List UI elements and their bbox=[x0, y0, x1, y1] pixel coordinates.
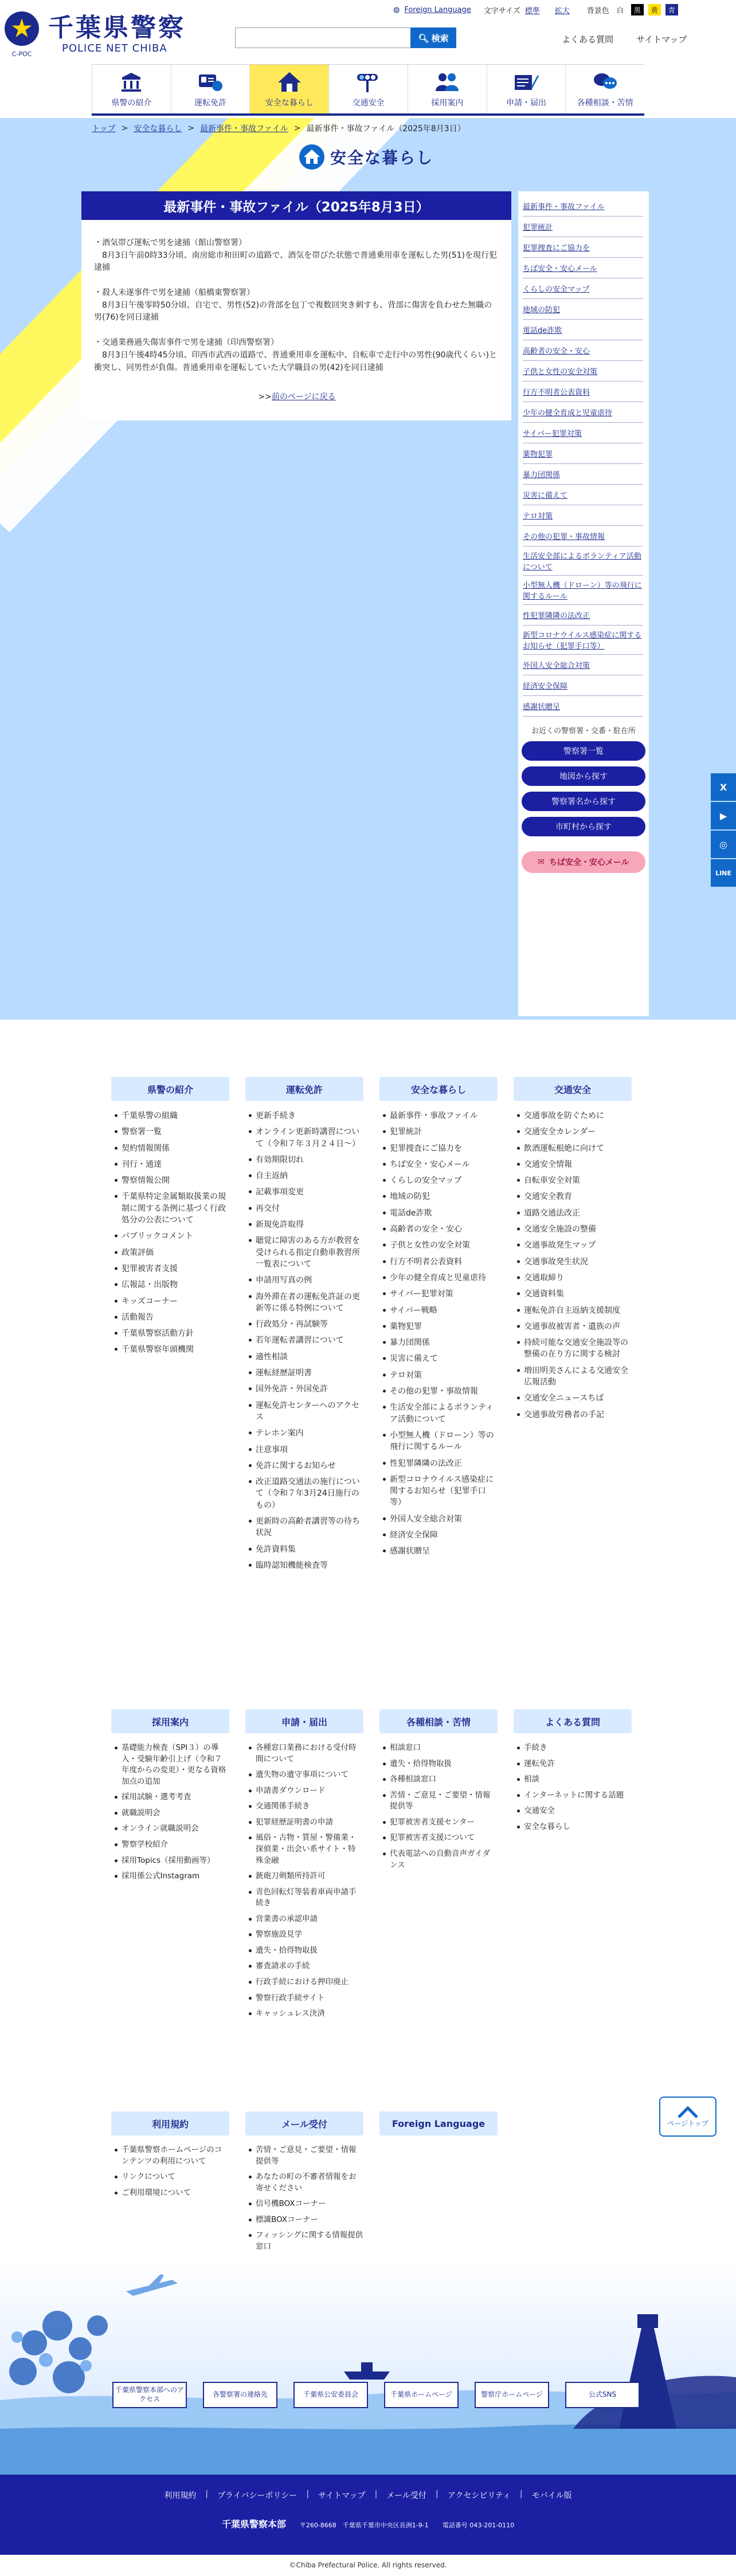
sitemap-list bbox=[111, 1110, 229, 1356]
gnav-label: 採用案内 bbox=[431, 98, 464, 108]
sidebar-item[interactable]: 性犯罪隣隣の法改正 bbox=[523, 605, 643, 626]
sitemap-link[interactable]: 交通事故被害者・遺族の声 bbox=[524, 1321, 632, 1332]
sitemap-link[interactable]: サイバー犯罪対策 bbox=[390, 1288, 498, 1300]
news-item-body: 8月3日午前0時33分頃、南房総市和田町の道路で、酒気を帯びた状態で普通乗用車を運転した男(51)を現行犯逮捕 bbox=[94, 250, 497, 273]
sidebar-item[interactable]: 暴力団関係 bbox=[523, 464, 643, 485]
sitemap-link[interactable]: 感謝状贈呈 bbox=[390, 1545, 498, 1557]
copyright: ©Chiba Prefectural Police. All rights reserved. bbox=[0, 2555, 736, 2576]
sitemap-link[interactable]: 生活安全部によるボランティア活動について bbox=[390, 1402, 498, 1425]
sitemap-link[interactable]: 交通事故労務者の手記 bbox=[524, 1409, 632, 1421]
page-top-button[interactable] bbox=[659, 2097, 717, 2137]
sitemap-link[interactable]: 苦情・ご意見・ご要望・情報提供等 bbox=[390, 1790, 498, 1812]
sitemap-link[interactable]: 運転免許自主返納支援制度 bbox=[524, 1305, 632, 1316]
header-links bbox=[562, 33, 687, 45]
footer-banners bbox=[112, 2382, 640, 2408]
police-building-icon bbox=[119, 70, 144, 93]
sitemap-link[interactable]: 暴力団関係 bbox=[390, 1337, 498, 1348]
sidebar-item[interactable]: 少年の健全育成と児童虐待 bbox=[523, 402, 643, 423]
sidebar-item[interactable]: 新型コロナウイルス感染症に関するお知らせ（犯罪手口等） bbox=[523, 626, 643, 655]
sitemap-link[interactable]: 記載事項変更 bbox=[256, 1186, 363, 1198]
sitemap-column bbox=[111, 2111, 229, 2203]
sidebar-item[interactable]: 経済安全保障 bbox=[523, 675, 643, 696]
font-standard-button[interactable]: 標準 bbox=[524, 6, 540, 15]
sitemap-link[interactable]: 警察行政手続サイト bbox=[256, 1993, 363, 2004]
article-heading: 最新事件・事故ファイル（2025年8月3日） bbox=[81, 191, 511, 220]
sitemap-link[interactable]: オンライン更新時講習について（令和７年３月２４日〜） bbox=[256, 1126, 363, 1150]
sitemap-link[interactable]: 行方不明者公表資料 bbox=[390, 1256, 498, 1268]
sitemap-link[interactable]: 聴覚に障害のある方が教習を受けられる指定自動車教習所一覧表について bbox=[256, 1235, 363, 1270]
license-card-icon bbox=[198, 70, 223, 93]
footer-link[interactable]: アクセシビリティ bbox=[447, 2491, 511, 2500]
search-button-label: 検索 bbox=[431, 33, 449, 44]
youtube-icon[interactable]: ▶ bbox=[711, 802, 736, 829]
banner-npa[interactable]: 警察庁ホームページ bbox=[475, 2382, 549, 2408]
sitemap-link[interactable]: 外国人安全総合対策 bbox=[390, 1513, 498, 1525]
sitemap-link[interactable]: 千葉県警察年頭機関 bbox=[122, 1344, 229, 1355]
sitemap-heading[interactable]: Foreign Language bbox=[379, 2111, 498, 2135]
breadcrumb bbox=[92, 123, 465, 134]
people-icon bbox=[434, 70, 460, 93]
sidebar-item[interactable]: 行方不明者公表資料 bbox=[523, 382, 643, 402]
sitemap-link[interactable]: 千葉県特定金属類取扱業の規制に関する条例に基づく行政処分の公表について bbox=[122, 1191, 229, 1226]
sitemap-link[interactable]: 交通安全情報 bbox=[524, 1159, 632, 1170]
sitemap-link[interactable]: 広報誌・出版物 bbox=[122, 1279, 229, 1291]
sitemap-link[interactable]: 運転免許 bbox=[524, 1759, 632, 1770]
sitemap-link[interactable]: 新規免許取得 bbox=[256, 1219, 363, 1230]
gnav-label: 各種相談・苦情 bbox=[577, 98, 633, 108]
line-icon[interactable]: LINE bbox=[711, 859, 736, 887]
sitemap-link[interactable]: 自転車安全対策 bbox=[524, 1175, 632, 1186]
bg-yellow-button[interactable]: 黄 bbox=[648, 4, 661, 15]
sitemap-link[interactable]: 犯罪被害者支援 bbox=[122, 1263, 229, 1275]
sitemap-link[interactable]: 申請用写真の例 bbox=[256, 1275, 363, 1286]
breadcrumb-separator: > bbox=[121, 124, 128, 133]
sidebar-item[interactable]: テロ対策 bbox=[523, 505, 643, 526]
banner-chiba-pref[interactable]: 千葉県ホームページ bbox=[384, 2382, 459, 2408]
arrow-up-icon bbox=[676, 2106, 699, 2118]
sitemap-link[interactable]: オンライン就職説明会 bbox=[122, 1823, 229, 1835]
station-list-button[interactable]: 警察署一覧 bbox=[522, 741, 645, 761]
mail-icon: ✉ bbox=[538, 858, 545, 867]
sitemap-link[interactable]: 高齢者の安全・安心 bbox=[390, 1224, 498, 1235]
sidebar-item[interactable]: その他の犯罪・事故情報 bbox=[523, 526, 643, 546]
sitemap-link[interactable]: 自主返納 bbox=[256, 1170, 363, 1182]
sidebar-menu bbox=[518, 191, 649, 717]
sidebar bbox=[518, 191, 649, 1016]
sitemap-link[interactable]: サイバー戦略 bbox=[390, 1305, 498, 1316]
banner-official-sns[interactable]: 公式SNS bbox=[565, 2382, 640, 2408]
back-prefix: >> bbox=[258, 392, 272, 402]
sidebar-item[interactable]: 感謝状贈呈 bbox=[523, 696, 643, 717]
sitemap-link[interactable]: 適性相談 bbox=[256, 1351, 363, 1363]
sitemap-link[interactable]: フィッシングに関する情報提供窓口 bbox=[256, 2230, 363, 2252]
sitemap-link[interactable]: 交通資料集 bbox=[524, 1288, 632, 1300]
sitemap-link[interactable]: 運転免許センターへのアクセス bbox=[256, 1400, 363, 1423]
gnav-label: 安全な暮らし bbox=[265, 98, 314, 108]
faq-link[interactable]: よくある質問 bbox=[562, 34, 614, 45]
sitemap-link[interactable]: 新型コロナウイルス感染症に関するお知らせ（犯罪手口等） bbox=[390, 1474, 498, 1509]
footer-link[interactable]: サイトマップ bbox=[318, 2491, 366, 2500]
sitemap-link[interactable]: リンクについて bbox=[122, 2172, 229, 2183]
sidebar-item[interactable]: 電話de詐欺 bbox=[523, 320, 643, 340]
search-icon: 🔍︎ bbox=[418, 33, 429, 44]
page-title-text: 安全な暮らし bbox=[330, 148, 434, 167]
bg-color-label: 背景色 bbox=[586, 6, 609, 15]
sidebar-item[interactable]: 子供と女性の安全対策 bbox=[523, 361, 643, 382]
sitemap-link[interactable]: 災害に備えて bbox=[390, 1353, 498, 1364]
sitemap-column bbox=[111, 1709, 229, 1887]
banner-hq-access[interactable]: 千葉県警察本部へのアクセス bbox=[112, 2382, 187, 2408]
sitemap-link[interactable]: 代表電話への自動音声ガイダンス bbox=[390, 1849, 498, 1871]
sitemap-heading[interactable]: 利用規約 bbox=[111, 2111, 229, 2135]
safety-mail-button[interactable] bbox=[522, 851, 645, 873]
article bbox=[81, 191, 511, 420]
breadcrumb-current: 最新事件・事故ファイル（2025年8月3日） bbox=[306, 124, 465, 133]
instagram-icon[interactable]: ◎ bbox=[711, 831, 736, 858]
bg-white-button[interactable]: 白 bbox=[616, 6, 624, 14]
back-link-row bbox=[94, 391, 500, 404]
sitemap-link[interactable]: テロ対策 bbox=[390, 1370, 498, 1381]
sitemap-link[interactable]: 国外免許・外国免許 bbox=[256, 1383, 363, 1395]
site-footer bbox=[0, 2475, 736, 2555]
sitemap-link[interactable]: 遺失物の遺守事項について bbox=[256, 1769, 363, 1781]
sitemap-link[interactable]: 交通事故発生マップ bbox=[524, 1240, 632, 1251]
font-large-button[interactable]: 拡大 bbox=[554, 6, 570, 15]
breadcrumb-separator: > bbox=[187, 124, 195, 133]
footer-phone: 電話番号 043-201-0110 bbox=[442, 2522, 515, 2529]
sidebar-item[interactable]: 生活安全部によるボランティア活動について bbox=[523, 546, 643, 576]
sitemap-link[interactable]: 警察施設見学 bbox=[256, 1929, 363, 1941]
sitemap-link[interactable]: 行政手続における押印廃止 bbox=[256, 1977, 363, 1988]
sidebar-item[interactable]: 犯罪統計 bbox=[523, 217, 643, 237]
sitemap-link[interactable]: 銃砲刀剣類所持許可 bbox=[256, 1871, 363, 1882]
sitemap-link[interactable]: 安全な暮らし bbox=[524, 1822, 632, 1833]
news-item-title: ・交通業務過失傷害事件で男を逮捕（印西警察署） bbox=[94, 338, 279, 348]
sitemap-column bbox=[245, 1709, 363, 2024]
back-link[interactable]: 前のページに戻る bbox=[271, 392, 336, 402]
sitemap-link[interactable]: サイトマップ bbox=[636, 34, 687, 45]
footer-separator: | bbox=[519, 2490, 523, 2499]
breadcrumb-safety[interactable]: 安全な暮らし bbox=[134, 124, 182, 133]
sitemap-link[interactable]: 交通安全カレンダー bbox=[524, 1126, 632, 1138]
font-size-label: 文字サイズ bbox=[483, 6, 520, 15]
sitemap-link[interactable]: 青色回転灯等装着車両申請手続き bbox=[256, 1887, 363, 1909]
sitemap-list bbox=[514, 1110, 632, 1421]
safety-mail-label: ちば安全・安心メール bbox=[549, 858, 629, 867]
sidebar-item[interactable]: くらしの安全マップ bbox=[523, 278, 643, 299]
sitemap-link[interactable]: 採用Topics（採用動画等） bbox=[122, 1855, 229, 1867]
search-by-municipality-button[interactable]: 市町村から探す bbox=[522, 817, 645, 836]
sitemap-link[interactable]: 免許に関するお知らせ bbox=[256, 1460, 363, 1472]
sitemap-link[interactable]: 警察署一覧 bbox=[122, 1126, 229, 1138]
police-emblem-icon bbox=[5, 11, 39, 46]
sitemap-link[interactable]: 遺失・拾得物取扱 bbox=[256, 1945, 363, 1957]
sitemap-link[interactable]: 契約情報関係 bbox=[122, 1143, 229, 1154]
sitemap-link[interactable]: 若年運転者講習について bbox=[256, 1335, 363, 1346]
sitemap-link[interactable]: 就職説明会 bbox=[122, 1808, 229, 1819]
sitemap-link[interactable]: 交通取締り bbox=[524, 1272, 632, 1284]
search-button[interactable] bbox=[410, 27, 456, 48]
banner-station-contacts[interactable]: 各警察署の連絡先 bbox=[203, 2382, 277, 2408]
footer-address: 〒260-8668 千葉県千葉市中央区長洲1-9-1 bbox=[299, 2522, 429, 2529]
sitemap-link[interactable]: 交通事故発生状況 bbox=[524, 1256, 632, 1268]
footer-link[interactable]: メール受付 bbox=[386, 2491, 427, 2500]
sitemap-heading[interactable]: よくある質問 bbox=[514, 1709, 632, 1733]
sitemap-link[interactable]: その他の犯罪・事故情報 bbox=[390, 1386, 498, 1397]
news-item-body: 8月3日午後零時50分頃、自宅で、男性(52)の背部を包丁で複数回突き刺すも、背部に傷害を負わせた無職の男(76)を同日逮捕 bbox=[94, 300, 492, 323]
sitemap-link[interactable]: 電話de詐欺 bbox=[390, 1208, 498, 1219]
sitemap-list bbox=[245, 1110, 363, 1571]
sitemap bbox=[0, 1020, 736, 2291]
sitemap-link[interactable]: 更新時の高齢者講習等の待ち状況 bbox=[256, 1516, 363, 1539]
gnav-intro[interactable] bbox=[92, 65, 171, 113]
sitemap-link[interactable]: 注意事項 bbox=[256, 1444, 363, 1456]
sitemap-link[interactable]: 子供と女性の安全対策 bbox=[390, 1240, 498, 1251]
document-pen-icon bbox=[514, 70, 539, 93]
gnav-label: 申請・届出 bbox=[506, 98, 546, 108]
gnav-consult[interactable] bbox=[565, 65, 644, 113]
sitemap-link[interactable]: 各種窓口業務における受付時間について bbox=[256, 1743, 363, 1765]
gnav-license[interactable] bbox=[171, 65, 250, 113]
gnav-safety[interactable] bbox=[249, 65, 328, 113]
sitemap-link[interactable]: 警察学校紹介 bbox=[122, 1839, 229, 1851]
sitemap-link[interactable]: 交通事故を防ぐために bbox=[524, 1110, 632, 1122]
sitemap-link[interactable]: 採用試験・選考考査 bbox=[122, 1792, 229, 1803]
sitemap-column bbox=[379, 1077, 498, 1562]
sitemap-heading[interactable]: 交通安全 bbox=[514, 1077, 632, 1101]
sitemap-link[interactable]: テレホン案内 bbox=[256, 1427, 363, 1439]
sitemap-link[interactable]: 免許資料集 bbox=[256, 1544, 363, 1555]
sidebar-item[interactable]: 小型無人機（ドローン）等の飛行に関するルール bbox=[523, 576, 643, 605]
sitemap-list bbox=[379, 1110, 498, 1558]
sitemap-link[interactable]: パブリックコメント bbox=[122, 1230, 229, 1242]
sitemap-link[interactable]: 基礎能力検査（SPI３）の導入・受験年齢引上げ（令和７年度からの変更）・更なる資格加点の追加 bbox=[122, 1743, 229, 1787]
sitemap-column bbox=[245, 1077, 363, 1576]
site-search bbox=[235, 27, 456, 48]
sitemap-link[interactable]: 少年の健全育成と児童虐待 bbox=[390, 1272, 498, 1284]
site-title: 千葉県警察 bbox=[48, 13, 186, 42]
article-body bbox=[81, 220, 511, 404]
sidebar-item[interactable]: サイバー犯罪対策 bbox=[523, 423, 643, 443]
sitemap-link[interactable]: 更新手続き bbox=[256, 1110, 363, 1122]
sitemap-link[interactable]: 犯罪捜査にご協力を bbox=[390, 1143, 498, 1154]
bg-black-button[interactable]: 黒 bbox=[631, 4, 644, 15]
sitemap-link[interactable]: 相談 bbox=[524, 1774, 632, 1785]
sitemap-link[interactable]: くらしの安全マップ bbox=[390, 1175, 498, 1186]
sitemap-link[interactable]: 交通安全教育 bbox=[524, 1191, 632, 1202]
news-item-title: ・酒気帯び運転で男を逮捕（館山警察署） bbox=[94, 238, 246, 247]
sitemap-link[interactable]: ご利用環境について bbox=[122, 2188, 229, 2199]
sitemap-list bbox=[379, 1743, 498, 1871]
sitemap-link[interactable]: 採用係公式Instagram bbox=[122, 1871, 229, 1882]
bg-blue-button[interactable]: 青 bbox=[665, 4, 678, 15]
sitemap-link[interactable]: 千葉県警察ホームページのコンテンツの利用について bbox=[122, 2145, 229, 2167]
footer-org bbox=[0, 2517, 736, 2530]
sitemap-link[interactable]: インターネットに関する話題 bbox=[524, 1790, 632, 1802]
footer-link[interactable]: モバイル版 bbox=[531, 2491, 572, 2500]
global-nav bbox=[92, 64, 644, 116]
sitemap-link[interactable]: 交通安全ニュースちば bbox=[524, 1393, 632, 1404]
footer-separator: | bbox=[306, 2490, 310, 2499]
sitemap-link[interactable]: 風俗・古物・質屋・警備業・探偵業・出会い系サイト・特殊金融 bbox=[256, 1832, 363, 1866]
sitemap-link[interactable]: 増田明美さんによる交通安全広報活動 bbox=[524, 1365, 632, 1389]
sitemap-heading[interactable]: 運転免許 bbox=[245, 1077, 363, 1101]
sitemap-link[interactable]: 犯罪被害者支援について bbox=[390, 1832, 498, 1844]
sitemap-link[interactable]: 地域の防犯 bbox=[390, 1191, 498, 1202]
sidebar-item[interactable]: 外国人安全総合対策 bbox=[523, 655, 643, 675]
sitemap-link[interactable]: 信号機BOXコーナー bbox=[256, 2199, 363, 2210]
sitemap-link[interactable]: 各種相談窓口 bbox=[390, 1774, 498, 1785]
sitemap-link[interactable]: 交通安全 bbox=[524, 1806, 632, 1817]
sitemap-link[interactable]: 標識BOXコーナー bbox=[256, 2215, 363, 2226]
sitemap-link[interactable]: 活動報告 bbox=[122, 1312, 229, 1323]
sitemap-link[interactable]: 道路交通法改正 bbox=[524, 1208, 632, 1219]
gnav-label: 運転免許 bbox=[194, 98, 227, 108]
sitemap-link[interactable]: 再交付 bbox=[256, 1203, 363, 1214]
gnav-label: 交通安全 bbox=[352, 98, 385, 108]
sitemap-heading[interactable]: 安全な暮らし bbox=[379, 1077, 498, 1101]
news-item bbox=[94, 337, 500, 374]
foreign-language-link[interactable]: Foreign Language bbox=[404, 5, 471, 14]
sitemap-link[interactable]: 申請書ダウンロード bbox=[256, 1785, 363, 1797]
sitemap-link[interactable]: 有効期限切れ bbox=[256, 1154, 363, 1166]
sidebar-item[interactable]: 災害に備えて bbox=[523, 485, 643, 505]
sitemap-heading[interactable]: 県警の紹介 bbox=[111, 1077, 229, 1101]
footer-illustration bbox=[0, 2257, 736, 2475]
sitemap-link[interactable]: 千葉県警察活動方針 bbox=[122, 1328, 229, 1339]
sitemap-link[interactable]: 犯罪統計 bbox=[390, 1126, 498, 1138]
sitemap-link[interactable]: ちば安全・安心メール bbox=[390, 1159, 498, 1170]
sitemap-link[interactable]: 飲酒運転根絶に向けて bbox=[524, 1143, 632, 1154]
footer-link[interactable]: 利用規約 bbox=[164, 2491, 197, 2500]
sitemap-link[interactable]: 犯罪被害者支援センター bbox=[390, 1817, 498, 1828]
news-item bbox=[94, 237, 500, 274]
gnav-traffic[interactable] bbox=[328, 65, 408, 113]
sitemap-link[interactable]: 運転経歴証明書 bbox=[256, 1367, 363, 1379]
gnav-label: 県警の紹介 bbox=[111, 98, 152, 108]
sitemap-column bbox=[514, 1077, 632, 1425]
search-by-map-button[interactable]: 地図から探す bbox=[522, 766, 645, 786]
breadcrumb-separator: > bbox=[293, 124, 301, 133]
sitemap-link[interactable]: 海外滞在者の運転免許証の更新等に係る特例について bbox=[256, 1291, 363, 1315]
sitemap-link[interactable]: 警察情報公開 bbox=[122, 1175, 229, 1186]
news-item bbox=[94, 287, 500, 324]
sitemap-link[interactable]: 刊行・通達 bbox=[122, 1159, 229, 1170]
sitemap-link[interactable]: 交通関係手続き bbox=[256, 1801, 363, 1812]
sitemap-link[interactable]: あなたの町の不審者情報をお寄せください bbox=[256, 2172, 363, 2194]
sidebar-item[interactable]: 薬物犯罪 bbox=[523, 443, 643, 464]
sitemap-column bbox=[379, 2111, 498, 2135]
house-icon bbox=[277, 70, 302, 93]
footer-separator: | bbox=[205, 2490, 209, 2499]
banner-public-safety-commission[interactable]: 千葉県公安委員会 bbox=[293, 2382, 368, 2408]
sitemap-link[interactable]: 相談窓口 bbox=[390, 1743, 498, 1754]
gnav-application[interactable] bbox=[487, 65, 566, 113]
site-header bbox=[0, 0, 736, 64]
sitemap-heading[interactable]: 採用案内 bbox=[111, 1709, 229, 1733]
social-links bbox=[711, 773, 736, 887]
gnav-recruit[interactable] bbox=[408, 65, 487, 113]
sitemap-link[interactable]: 最新事件・事故ファイル bbox=[390, 1110, 498, 1122]
sidebar-item[interactable]: 最新事件・事故ファイル bbox=[523, 196, 643, 217]
emblem-text: C-POC bbox=[11, 50, 32, 58]
sitemap-list bbox=[245, 1743, 363, 2020]
near-station-label: お近くの警察署・交番・駐在所 bbox=[531, 727, 636, 736]
utility-bar bbox=[393, 3, 678, 16]
sidebar-item[interactable]: ちば安全・安心メール bbox=[523, 258, 643, 278]
sitemap-heading[interactable]: メール受付 bbox=[245, 2111, 363, 2135]
sitemap-link[interactable]: 苦情・ご意見・ご要望・情報提供等 bbox=[256, 2145, 363, 2167]
sitemap-link[interactable]: 持続可能な交通安全施設等の整備の在り方に関する検討 bbox=[524, 1337, 632, 1360]
sitemap-link[interactable]: 小型無人機（ドローン）等の飛行に関するルール bbox=[390, 1430, 498, 1453]
sitemap-list bbox=[111, 2145, 229, 2199]
footer-link[interactable]: プライバシーポリシー bbox=[217, 2491, 297, 2500]
sitemap-list bbox=[514, 1743, 632, 1832]
sitemap-link[interactable]: 改正道路交通法の施行について（令和７年3月24日施行のもの） bbox=[256, 1476, 363, 1511]
news-item-title: ・殺人未遂事件で男を逮捕（船橋東警察署） bbox=[94, 288, 255, 298]
sitemap-link[interactable]: 政策評価 bbox=[122, 1247, 229, 1258]
sidebar-item[interactable]: 地域の防犯 bbox=[523, 299, 643, 320]
sitemap-link[interactable]: 臨時認知機能検査等 bbox=[256, 1560, 363, 1571]
sitemap-link[interactable]: 遺失・拾得物取扱 bbox=[390, 1759, 498, 1770]
breadcrumb-news-file[interactable]: 最新事件・事故ファイル bbox=[200, 124, 288, 133]
sitemap-heading[interactable]: 各種相談・苦情 bbox=[379, 1709, 498, 1733]
landscape-illustration bbox=[0, 2257, 736, 2475]
footer-links bbox=[0, 2490, 736, 2501]
sitemap-link[interactable]: 犯罪経歴証明書の申請 bbox=[256, 1817, 363, 1828]
footer-org-name: 千葉県警察本部 bbox=[221, 2519, 286, 2530]
sitemap-column bbox=[379, 1709, 498, 1875]
sitemap-list bbox=[245, 2145, 363, 2268]
x-icon[interactable]: X bbox=[711, 773, 736, 801]
sidebar-item[interactable]: 高齢者の安全・安心 bbox=[523, 340, 643, 361]
sitemap-link[interactable]: キャッシュレス決済 bbox=[256, 2008, 363, 2020]
search-input[interactable] bbox=[235, 27, 410, 48]
sidebar-item[interactable]: 犯罪捜査にご協力を bbox=[523, 237, 643, 258]
search-by-station-name-button[interactable]: 警察署名から探す bbox=[522, 792, 645, 811]
sitemap-link[interactable]: 営業書の承認申請 bbox=[256, 1914, 363, 1925]
site-subtitle: POLICE NET CHIBA bbox=[62, 42, 167, 54]
sitemap-link[interactable]: 審査請求の手続 bbox=[256, 1961, 363, 1972]
sitemap-heading[interactable]: 申請・届出 bbox=[245, 1709, 363, 1733]
globe-icon: ◍ bbox=[393, 5, 400, 14]
sitemap-link[interactable]: 交通安全施設の整備 bbox=[524, 1224, 632, 1235]
site-logo[interactable] bbox=[5, 3, 194, 61]
sitemap-column bbox=[111, 1077, 229, 1360]
news-item-body: 8月3日午後4時45分頃、印西市武西の道路で、普通乗用車を運転中、自転車で走行中の男性(90歳代くらい)と衝突し、同男性が負傷。普通乗用車を運転していた大学職員の男(42)を同日逮捕 bbox=[94, 350, 497, 372]
sitemap-link[interactable]: 手続き bbox=[524, 1743, 632, 1754]
footer-separator: | bbox=[374, 2490, 378, 2499]
house-icon bbox=[299, 144, 324, 170]
traffic-signal-icon bbox=[356, 70, 381, 93]
page-top-label: ページトップ bbox=[667, 2119, 708, 2127]
speech-bubble-icon bbox=[593, 70, 618, 93]
sitemap-column bbox=[514, 1709, 632, 1837]
breadcrumb-top[interactable]: トップ bbox=[92, 124, 116, 133]
footer-separator: | bbox=[436, 2490, 439, 2499]
sitemap-link[interactable]: キッズコーナー bbox=[122, 1296, 229, 1307]
sitemap-link[interactable]: 行政処分・再試験等 bbox=[256, 1319, 363, 1330]
sitemap-list bbox=[111, 1743, 229, 1882]
page-title bbox=[299, 144, 433, 170]
sitemap-link[interactable]: 経済安全保障 bbox=[390, 1529, 498, 1541]
sitemap-column bbox=[245, 2111, 363, 2273]
sitemap-link[interactable]: 性犯罪隣隣の法改正 bbox=[390, 1458, 498, 1469]
sitemap-link[interactable]: 千葉県警の組織 bbox=[122, 1110, 229, 1122]
sitemap-link[interactable]: 薬物犯罪 bbox=[390, 1321, 498, 1332]
